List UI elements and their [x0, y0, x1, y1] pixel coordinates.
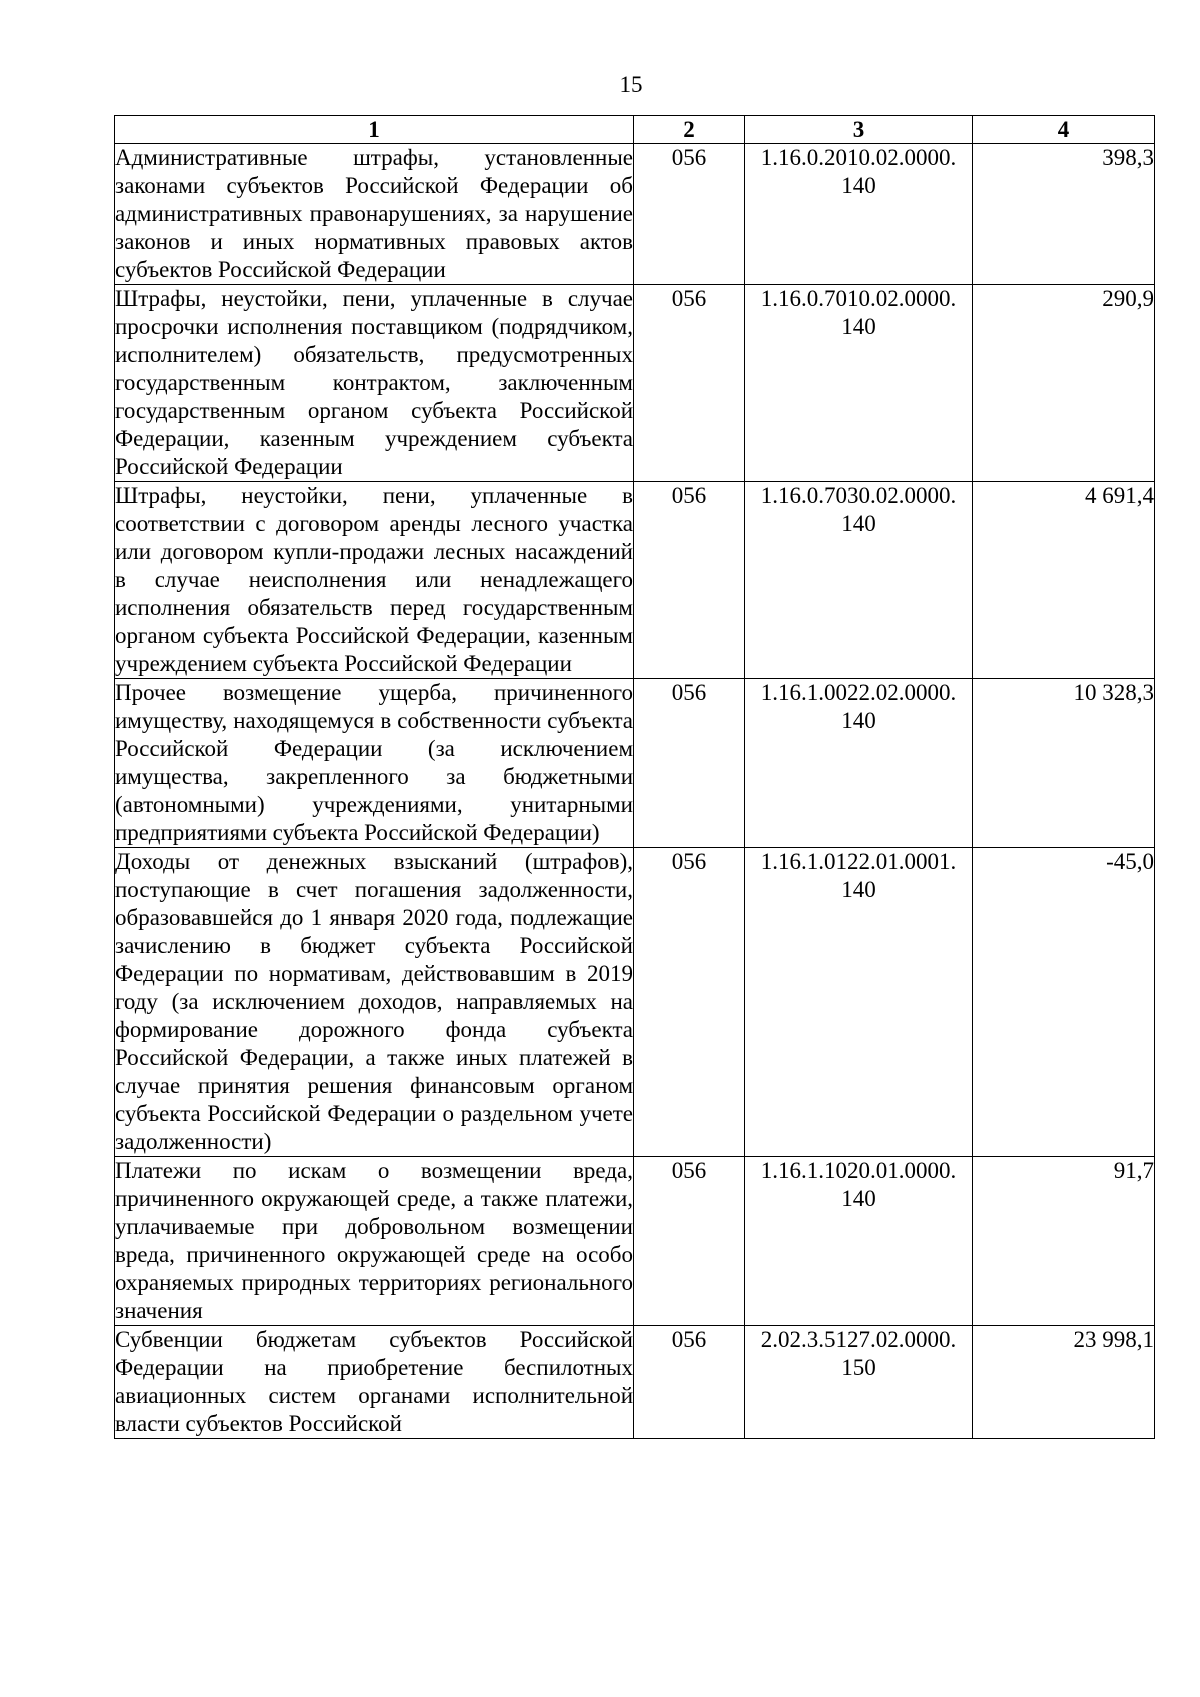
column-header-description: 1	[115, 116, 634, 144]
table-row	[115, 482, 1155, 679]
row-description: Субвенции бюджетам субъектов Российской Федерации на приобретение беспилотных авиационных систем органами исполнительной власти субъектов Российской	[115, 1326, 634, 1439]
table-row	[115, 848, 1155, 1157]
row-admin-code: 056	[634, 482, 745, 679]
row-amount: -45,0	[973, 848, 1155, 1157]
row-amount: 10 328,3	[973, 679, 1155, 848]
row-description: Доходы от денежных взысканий (штрафов), поступающие в счет погашения задолженности, образовавшейся до 1 января 2020 года, подлежащие зачислению в бюджет субъекта Российской Федерации по нормативам, действовавшим в 2019 году (за исключением доходов, направляемых на формирование дорожного фонда субъекта Российской Федерации, а также иных платежей в случае принятия решения финансовым органом субъекта Российской Федерации о раздельном учете задолженности)	[115, 848, 634, 1157]
budget-code-line1: 1.16.1.0022.02.0000.	[760, 680, 957, 705]
row-admin-code: 056	[634, 1157, 745, 1326]
budget-code-line2: 140	[841, 314, 876, 339]
row-description: Прочее возмещение ущерба, причиненного имуществу, находящемуся в собственности субъекта Российской Федерации (за исключением имущества, закрепленного за бюджетными (автономными) учреждениями, унитарными предприятиями субъекта Российской Федерации)	[115, 679, 634, 848]
column-header-admin-code: 2	[634, 116, 745, 144]
budget-code-line2: 150	[841, 1355, 876, 1380]
budget-code-line1: 1.16.1.1020.01.0000.	[760, 1158, 957, 1183]
budget-code-line1: 2.02.3.5127.02.0000.	[760, 1327, 957, 1352]
row-description: Штрафы, неустойки, пени, уплаченные в соответствии с договором аренды лесного участка или договором купли-продажи лесных насаждений в случае неисполнения или ненадлежащего исполнения обязательств перед государственным органом субъекта Российской Федерации, казенным учреждением субъекта Российской Федерации	[115, 482, 634, 679]
row-amount: 290,9	[973, 285, 1155, 482]
page-number: 15	[619, 72, 643, 97]
row-amount: 4 691,4	[973, 482, 1155, 679]
row-amount: 398,3	[973, 144, 1155, 285]
budget-code-line2: 140	[841, 1186, 876, 1211]
budget-code-line2: 140	[841, 173, 876, 198]
row-admin-code: 056	[634, 679, 745, 848]
budget-code-line2: 140	[841, 511, 876, 536]
budget-code-line1: 1.16.1.0122.01.0001.	[760, 849, 957, 874]
table-row	[115, 1157, 1155, 1326]
table-header-row	[115, 116, 1155, 144]
budget-code-line2: 140	[841, 708, 876, 733]
row-budget-code	[745, 679, 973, 848]
table-row	[115, 1326, 1155, 1439]
row-admin-code: 056	[634, 144, 745, 285]
row-description: Штрафы, неустойки, пени, уплаченные в случае просрочки исполнения поставщиком (подрядчиком, исполнителем) обязательств, предусмотренных государственным контрактом, заключенным государственным органом субъекта Российской Федерации, казенным учреждением субъекта Российской Федерации	[115, 285, 634, 482]
budget-code-line1: 1.16.0.2010.02.0000.	[760, 145, 957, 170]
row-budget-code	[745, 285, 973, 482]
row-description: Платежи по искам о возмещении вреда, причиненного окружающей среде, а также платежи, уплачиваемые при добровольном возмещении вреда, причиненного окружающей среде на особо охраняемых природных территориях регионального значения	[115, 1157, 634, 1326]
row-amount: 91,7	[973, 1157, 1155, 1326]
row-amount: 23 998,1	[973, 1326, 1155, 1439]
row-admin-code: 056	[634, 848, 745, 1157]
budget-code-line2: 140	[841, 877, 876, 902]
row-budget-code	[745, 1157, 973, 1326]
column-header-budget-code: 3	[745, 116, 973, 144]
revenue-table	[114, 115, 1155, 1439]
row-admin-code: 056	[634, 1326, 745, 1439]
budget-code-line1: 1.16.0.7030.02.0000.	[760, 483, 957, 508]
table-row	[115, 285, 1155, 482]
row-description: Административные штрафы, установленные законами субъектов Российской Федерации об административных правонарушениях, за нарушение законов и иных нормативных правовых актов субъектов Российской Федерации	[115, 144, 634, 285]
table-row	[115, 144, 1155, 285]
column-header-amount: 4	[973, 116, 1155, 144]
budget-code-line1: 1.16.0.7010.02.0000.	[760, 286, 957, 311]
row-budget-code	[745, 144, 973, 285]
row-admin-code: 056	[634, 285, 745, 482]
row-budget-code	[745, 482, 973, 679]
row-budget-code	[745, 1326, 973, 1439]
row-budget-code	[745, 848, 973, 1157]
table-row	[115, 679, 1155, 848]
